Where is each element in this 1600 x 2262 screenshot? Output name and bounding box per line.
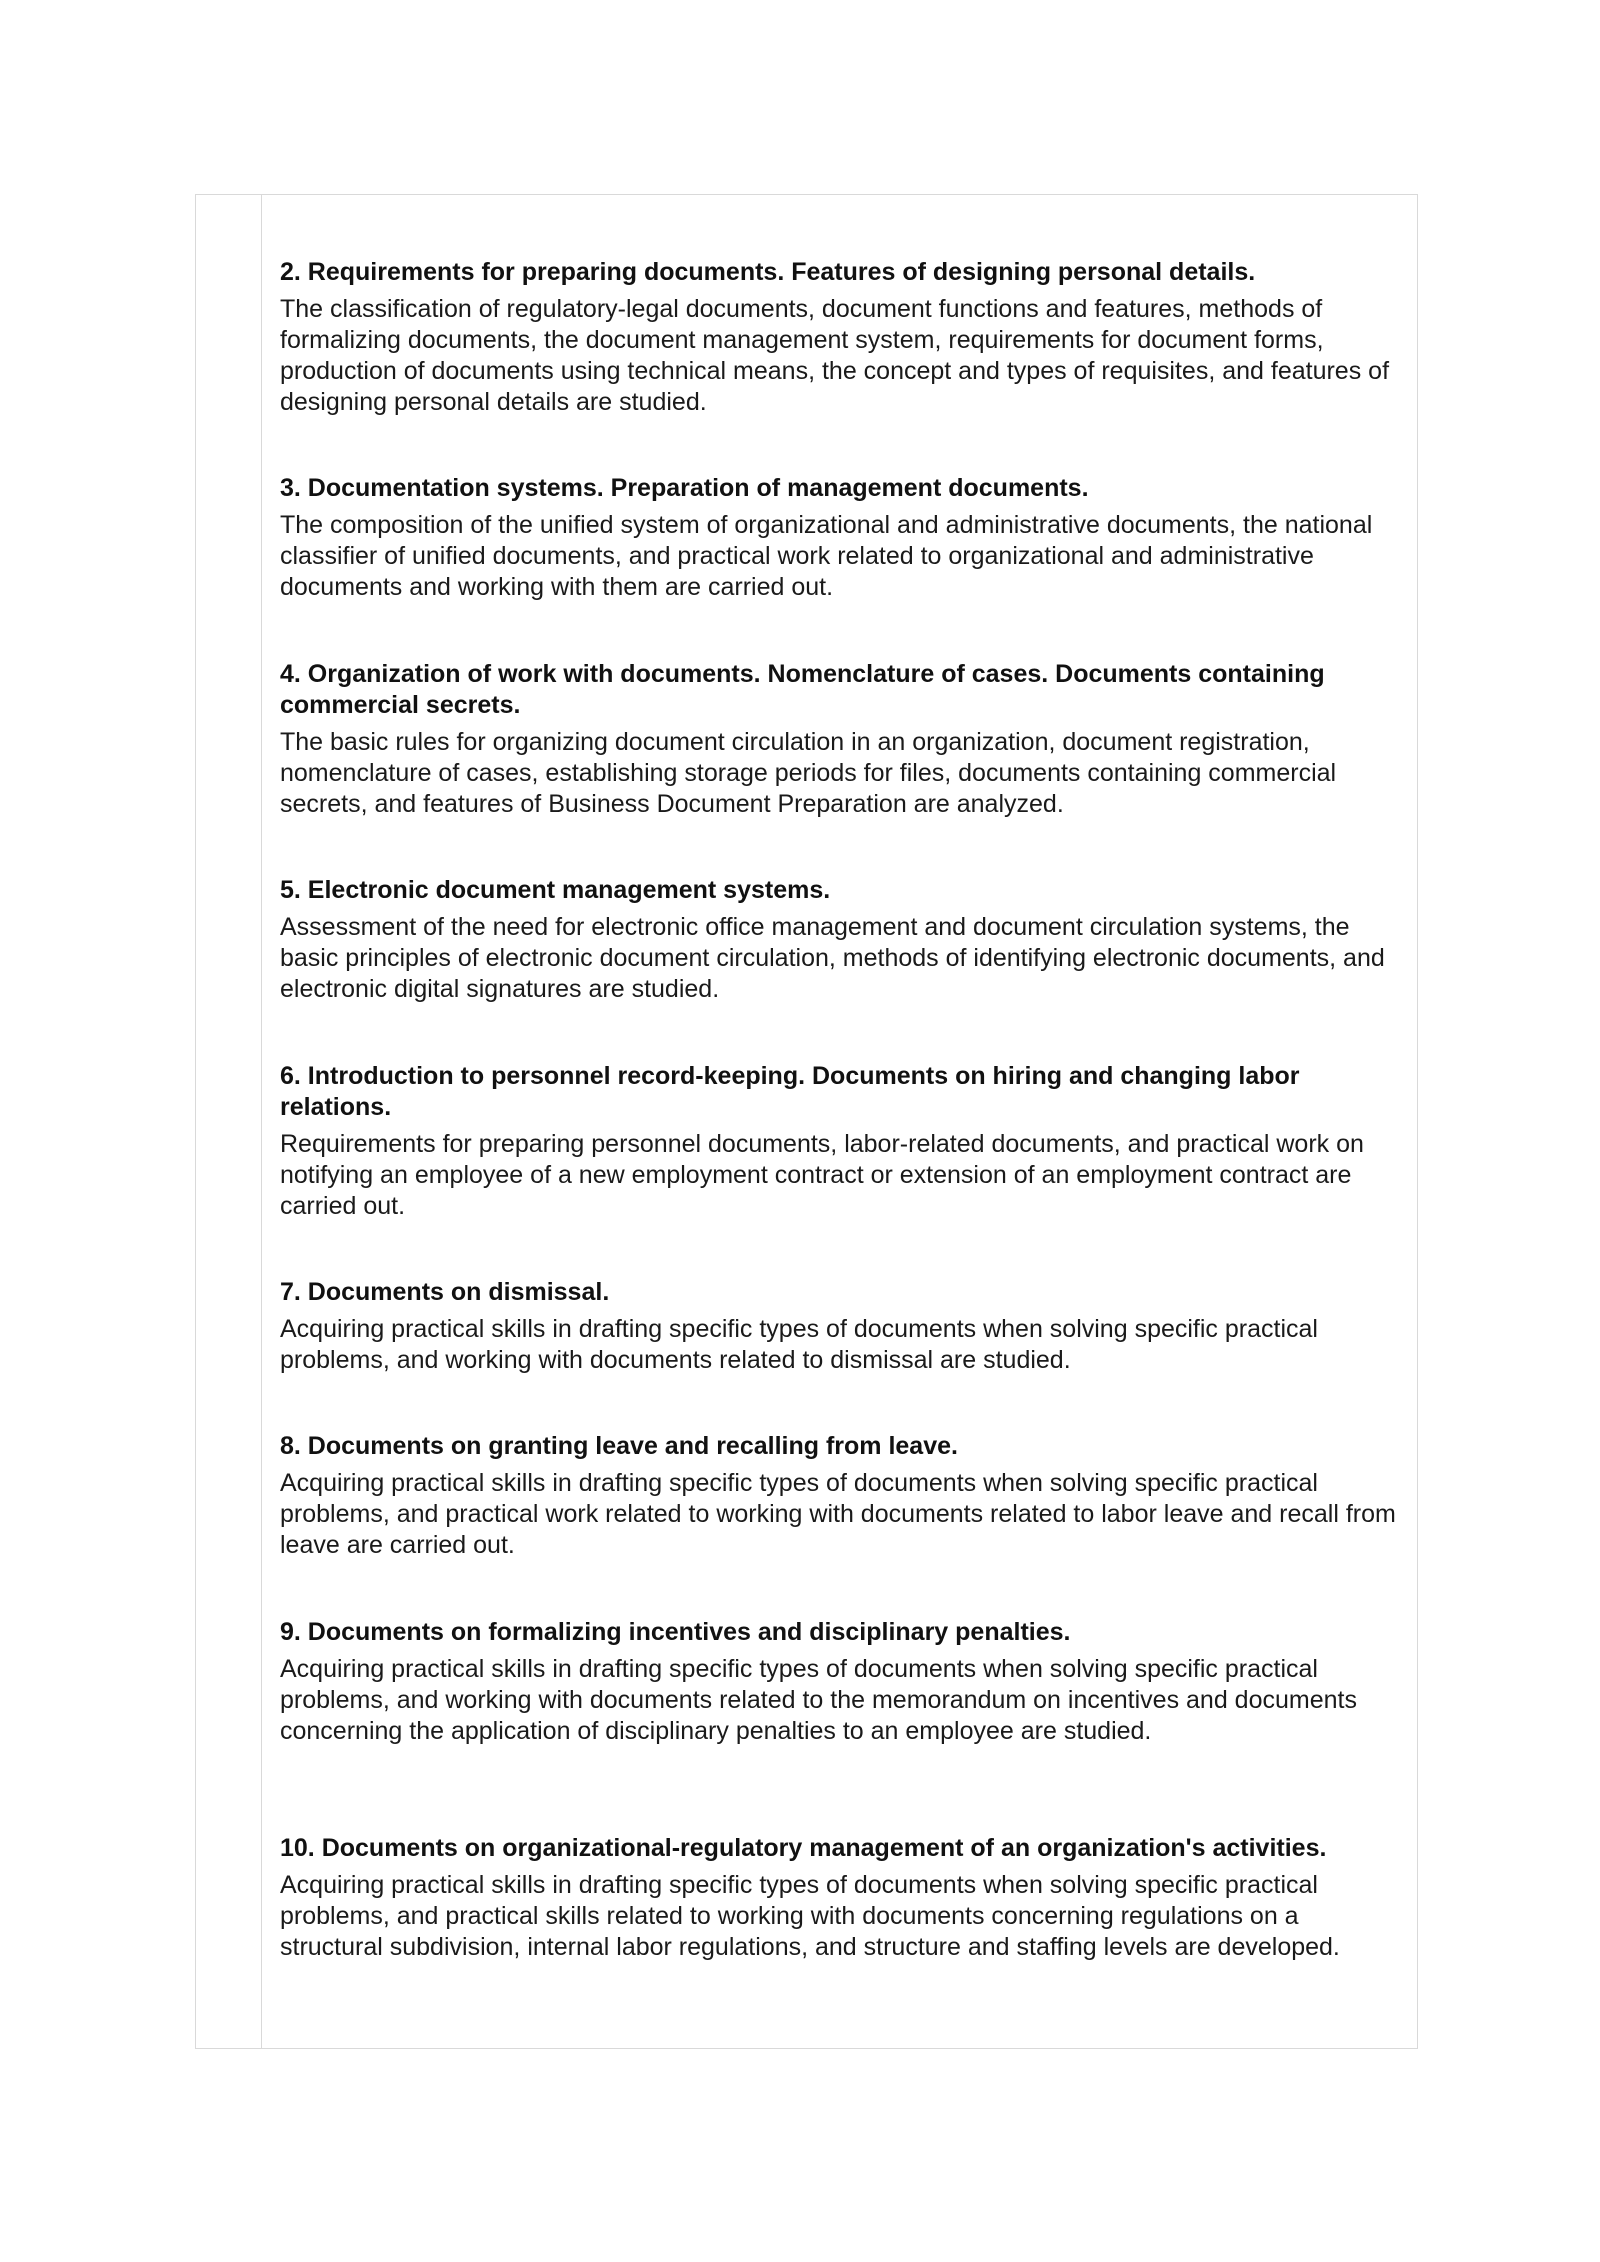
topic-item [280,1617,1397,1747]
topic-title: 10. Documents on organizational-regulatory management of an organization's activities. [280,1834,1327,1862]
topic-title: 2. Requirements for preparing documents. Features of designing personal details. [280,258,1256,286]
topic-title: 7. Documents on dismissal. [280,1278,610,1306]
topic-item [280,473,1397,603]
topic-description: The classification of regulatory-legal documents, document functions and features, methods of formalizing documents, the document management system, requirements for document forms, production of documents using technical means, the concept and types of requisites, and features of designing personal details are studied. [280,295,1390,416]
topic-title: 4. Organization of work with documents. Nomenclature of cases. Documents containing commercial secrets. [280,660,1325,719]
topic-description: Requirements for preparing personnel documents, labor-related documents, and practical work on notifying an employee of a new employment contract or extension of an employment contract are carried out. [280,1130,1364,1220]
topic-title: 6. Introduction to personnel record-keeping. Documents on hiring and changing labor relations. [280,1062,1300,1121]
topic-title: 3. Documentation systems. Preparation of management documents. [280,474,1089,502]
topic-item [280,1277,1397,1376]
topic-item [280,875,1397,1005]
topic-title: 8. Documents on granting leave and recalling from leave. [280,1432,958,1460]
topic-description: The basic rules for organizing document circulation in an organization, document registration, nomenclature of cases, establishing storage periods for files, documents containing commercial secrets, and features of Business Document Preparation are analyzed. [280,728,1337,818]
topic-description: Assessment of the need for electronic office management and document circulation systems, the basic principles of electronic document circulation, methods of identifying electronic documents, and electronic digital signatures are studied. [280,913,1385,1003]
topic-description: Acquiring practical skills in drafting specific types of documents when solving specific practical problems, and working with documents related to dismissal are studied. [280,1315,1318,1374]
topic-description: Acquiring practical skills in drafting specific types of documents when solving specific practical problems, and working with documents related to the memorandum on incentives and documents concerning the application of disciplinary penalties to an employee are studied. [280,1655,1357,1745]
topic-description: The composition of the unified system of organizational and administrative documents, the national classifier of unified documents, and practical work related to organizational and administrative documents and working with them are carried out. [280,511,1373,601]
topic-item [280,1431,1397,1561]
syllabus-table [195,194,1418,2049]
topic-description: Acquiring practical skills in drafting specific types of documents when solving specific practical problems, and practical work related to working with documents related to labor leave and recall from leave are carried out. [280,1469,1396,1559]
topic-title: 5. Electronic document management systems. [280,876,831,904]
topic-item [280,659,1397,820]
topic-item [280,1833,1397,1963]
topic-description: Acquiring practical skills in drafting specific types of documents when solving specific practical problems, and practical skills related to working with documents concerning regulations on a structural subdivision, internal labor regulations, and structure and staffing levels are developed. [280,1871,1340,1961]
topic-item [280,1061,1397,1222]
topic-item [280,257,1397,418]
topic-title: 9. Documents on formalizing incentives and disciplinary penalties. [280,1618,1071,1646]
table-left-column [196,195,262,2048]
